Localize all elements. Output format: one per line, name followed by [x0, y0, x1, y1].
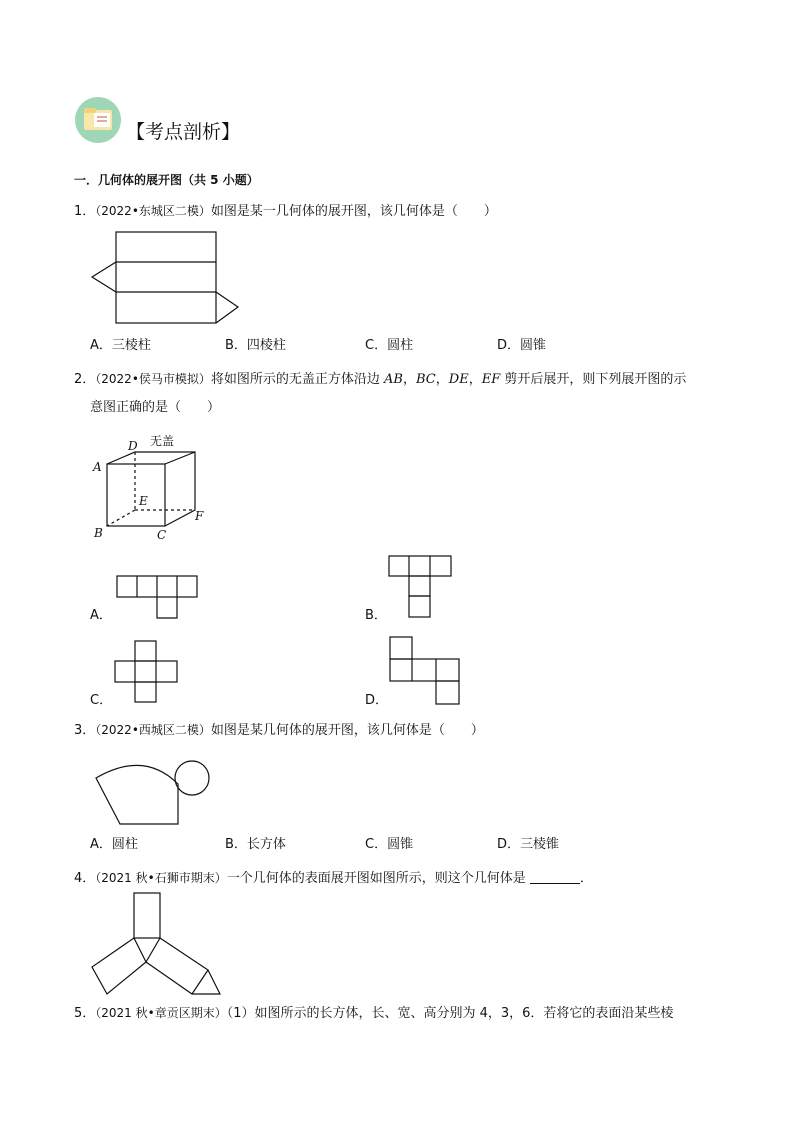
question-2-stem: [74, 371, 686, 388]
sentence-end: ．: [579, 871, 593, 886]
option-d[interactable]: D．: [365, 693, 389, 708]
edge-ef: EF: [481, 372, 501, 387]
option-c[interactable]: C．圆锥: [365, 837, 414, 852]
question-text: 将如图所示的无盖正方体沿边: [210, 372, 385, 387]
separator: ，: [468, 372, 482, 387]
option-c[interactable]: C．: [90, 693, 113, 708]
question-number: 5．: [74, 1006, 96, 1021]
point-b: B: [94, 526, 103, 540]
net-option-c: [114, 640, 178, 704]
question-3-stem: [74, 722, 484, 739]
option-b[interactable]: B．: [365, 608, 387, 623]
option-c[interactable]: C．圆柱: [365, 338, 414, 353]
question-4-stem: [74, 870, 593, 887]
question-number: 2．: [74, 372, 96, 387]
point-d: D: [128, 439, 138, 453]
option-d[interactable]: D．三棱锥: [497, 837, 560, 852]
question-1-stem: [74, 203, 497, 220]
question-text-cont: 剪开后展开，则下列展开图的示: [500, 372, 687, 387]
question-source: （2022•侯马市模拟）: [95, 372, 211, 386]
option-a[interactable]: A．: [90, 608, 112, 623]
edge-bc: BC: [416, 372, 436, 387]
edge-de: DE: [448, 372, 469, 387]
question-text: （1）如图所示的长方体，长、宽、高分别为 4，3，6．若将它的表面沿某些棱: [226, 1006, 674, 1021]
separator: ，: [435, 372, 449, 387]
option-b[interactable]: B．四棱柱: [225, 338, 286, 353]
point-e: E: [139, 494, 148, 508]
question-2-stem-line2: 意图正确的是（ ）: [90, 400, 221, 415]
question-source: （2022•西城区二模）: [95, 723, 211, 737]
point-a: A: [93, 460, 102, 474]
question-text: 一个几何体的表面展开图如图所示，则这个几何体是: [226, 871, 526, 886]
question-number: 1．: [74, 204, 96, 219]
option-a[interactable]: A．圆柱: [90, 837, 138, 852]
point-f: F: [195, 509, 204, 523]
section-title: 一．几何体的展开图（共 5 小题）: [74, 173, 259, 187]
edge-ab: AB: [384, 372, 403, 387]
question-source: （2021 秋•石狮市期末）: [95, 871, 227, 885]
net-option-b: [388, 555, 452, 619]
net-option-a: [116, 575, 198, 619]
question-number: 3．: [74, 723, 96, 738]
cube-label: 无盖: [150, 434, 175, 448]
cone-net-figure: [92, 758, 214, 826]
question-text: 如图是某一几何体的展开图，该几何体是（ ）: [210, 204, 497, 219]
point-c: C: [157, 528, 167, 542]
option-b[interactable]: B．长方体: [225, 837, 286, 852]
option-a[interactable]: A．三棱柱: [90, 338, 151, 353]
separator: ，: [403, 372, 417, 387]
folder-badge-icon: [74, 96, 122, 144]
question-source: （2022•东城区二模）: [95, 204, 211, 218]
question-text: 如图是某几何体的展开图，该几何体是（ ）: [210, 723, 484, 738]
question-number: 4．: [74, 871, 96, 886]
page-title: 【考点剖析】: [126, 121, 241, 143]
triangular-pyramid-net-figure: [88, 890, 223, 998]
answer-blank[interactable]: [530, 871, 580, 884]
prism-net-figure: [88, 230, 248, 325]
question-5-stem: [74, 1005, 673, 1022]
option-d[interactable]: D．圆锥: [497, 338, 547, 353]
question-source: （2021 秋•章贡区期末）: [95, 1006, 227, 1020]
net-option-d: [389, 636, 461, 706]
